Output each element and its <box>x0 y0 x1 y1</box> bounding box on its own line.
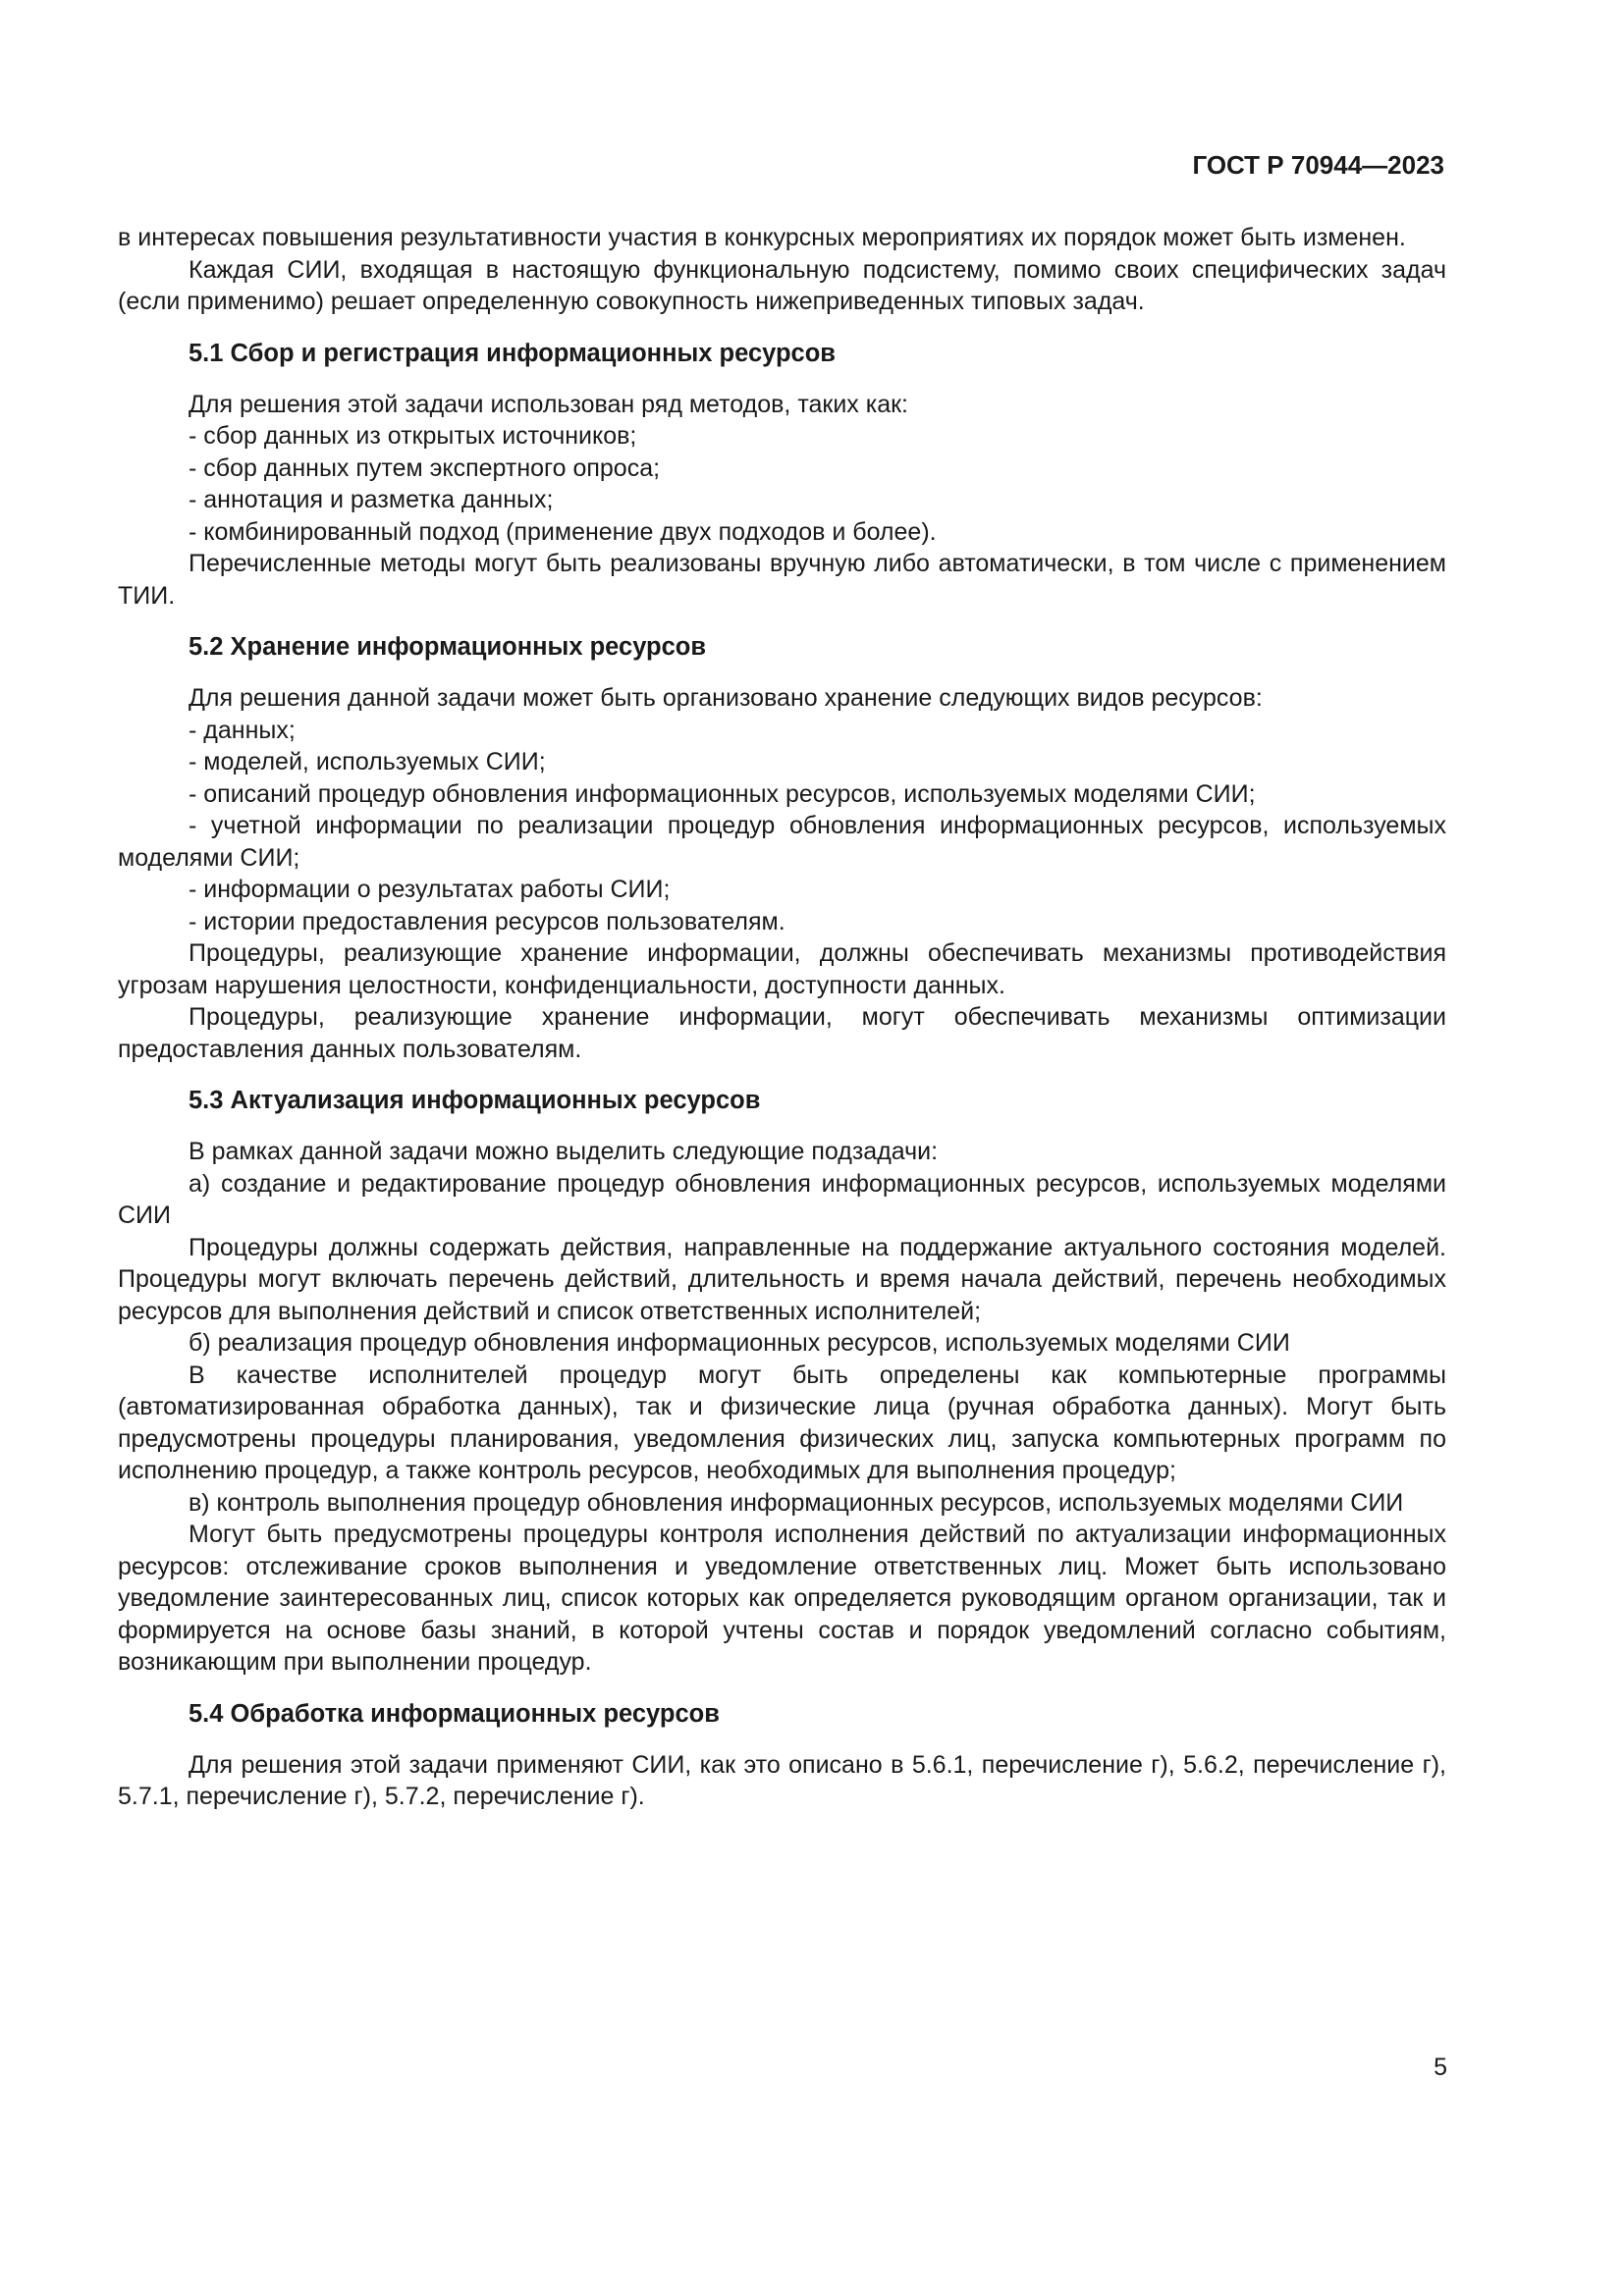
page-content <box>118 222 1446 1813</box>
section-heading-5-2: 5.2 Хранение информационных ресурсов <box>189 633 707 661</box>
page-number: 5 <box>1434 2054 1447 2081</box>
list-item: - аннотация и разметка данных; <box>189 486 554 513</box>
paragraph: Для решения этой задачи использован ряд методов, таких как: <box>189 390 909 418</box>
subtask-a: а) создание и редактирование процедур обновления информационных ресурсов, используемых моделями СИИ <box>118 1169 1446 1229</box>
paragraph: в интересах повышения результативности участия в конкурсных мероприятиях их порядок может быть изменен. <box>118 224 1406 251</box>
list-item: - комбинированный подход (применение двух подходов и более). <box>189 517 937 546</box>
list-item: - сбор данных из открытых источников; <box>189 422 637 450</box>
section-heading-5-3: 5.3 Актуализация информационных ресурсов <box>189 1087 761 1114</box>
list-item: - информации о результатах работы СИИ; <box>189 876 671 903</box>
paragraph: Процедуры, реализующие хранение информации, могут обеспечивать механизмы оптимизации предоставления данных пользователям. <box>118 1003 1446 1063</box>
list-item: - моделей, используемых СИИ; <box>189 748 546 775</box>
list-item: - описаний процедур обновления информационных ресурсов, используемых моделями СИИ; <box>189 779 1256 808</box>
list-item: - истории предоставления ресурсов пользователям. <box>189 907 785 935</box>
paragraph: В рамках данной задачи можно выделить следующие подзадачи: <box>189 1138 939 1165</box>
section-heading-5-4: 5.4 Обработка информационных ресурсов <box>189 1699 720 1728</box>
paragraph: Каждая СИИ, входящая в настоящую функциональную подсистему, помимо своих специфических задач (если применимо) решает определенную совокупность нижеприведенных типовых задач. <box>118 255 1446 315</box>
list-item: - учетной информации по реализации процедур обновления информационных ресурсов, используемых моделями СИИ; <box>118 812 1446 872</box>
list-item: - данных; <box>189 716 296 744</box>
section-heading-5-1: 5.1 Сбор и регистрация информационных ресурсов <box>189 339 836 367</box>
paragraph: Перечисленные методы могут быть реализованы вручную либо автоматически, в том числе с применением ТИИ. <box>118 550 1446 610</box>
paragraph: Процедуры должны содержать действия, направленные на поддержание актуального состояния моделей. Процедуры могут включать перечень действий, длительность и время начала действий, перечень необходимых ресурсов для выполнения действий и список ответственных исполнителей; <box>118 1233 1446 1325</box>
document-id-header: ГОСТ Р 70944—2023 <box>1192 150 1444 180</box>
paragraph: Могут быть предусмотрены процедуры контроля исполнения действий по актуализации информационных ресурсов: отслеживание сроков выполнения и уведомление ответственных лиц. Может быть использовано уведомление заинтересованных лиц, список которых как определяется руководящим органом организации, так и формируется на основе базы знаний, в которой учтены состав и порядок уведомлений согласно событиям, возникающим при выполнении процедур. <box>118 1521 1446 1676</box>
paragraph: Процедуры, реализующие хранение информации, должны обеспечивать механизмы противодействия угрозам нарушения целостности, конфиденциальности, доступности данных. <box>118 939 1446 999</box>
subtask-c: в) контроль выполнения процедур обновления информационных ресурсов, используемых моделями СИИ <box>189 1488 1404 1517</box>
paragraph: Для решения этой задачи применяют СИИ, как это описано в 5.6.1, перечисление г), 5.6.2, перечисление г), 5.7.1, перечисление г), 5.7.2, перечисление г). <box>118 1750 1446 1810</box>
paragraph: В качестве исполнителей процедур могут быть определены как компьютерные программы (автоматизированная обработка данных), так и физические лица (ручная обработка данных). Могут быть предусмотрены процедуры планирования, уведомления физических лиц, запуска компьютерных программ по исполнению процедур, а также контроль ресурсов, необходимых для выполнения процедур; <box>118 1361 1446 1484</box>
paragraph: Для решения данной задачи может быть организовано хранение следующих видов ресурсов: <box>189 684 1263 712</box>
list-item: - сбор данных путем экспертного опроса; <box>189 454 661 482</box>
subtask-b: б) реализация процедур обновления информационных ресурсов, используемых моделями СИИ <box>189 1329 1290 1357</box>
